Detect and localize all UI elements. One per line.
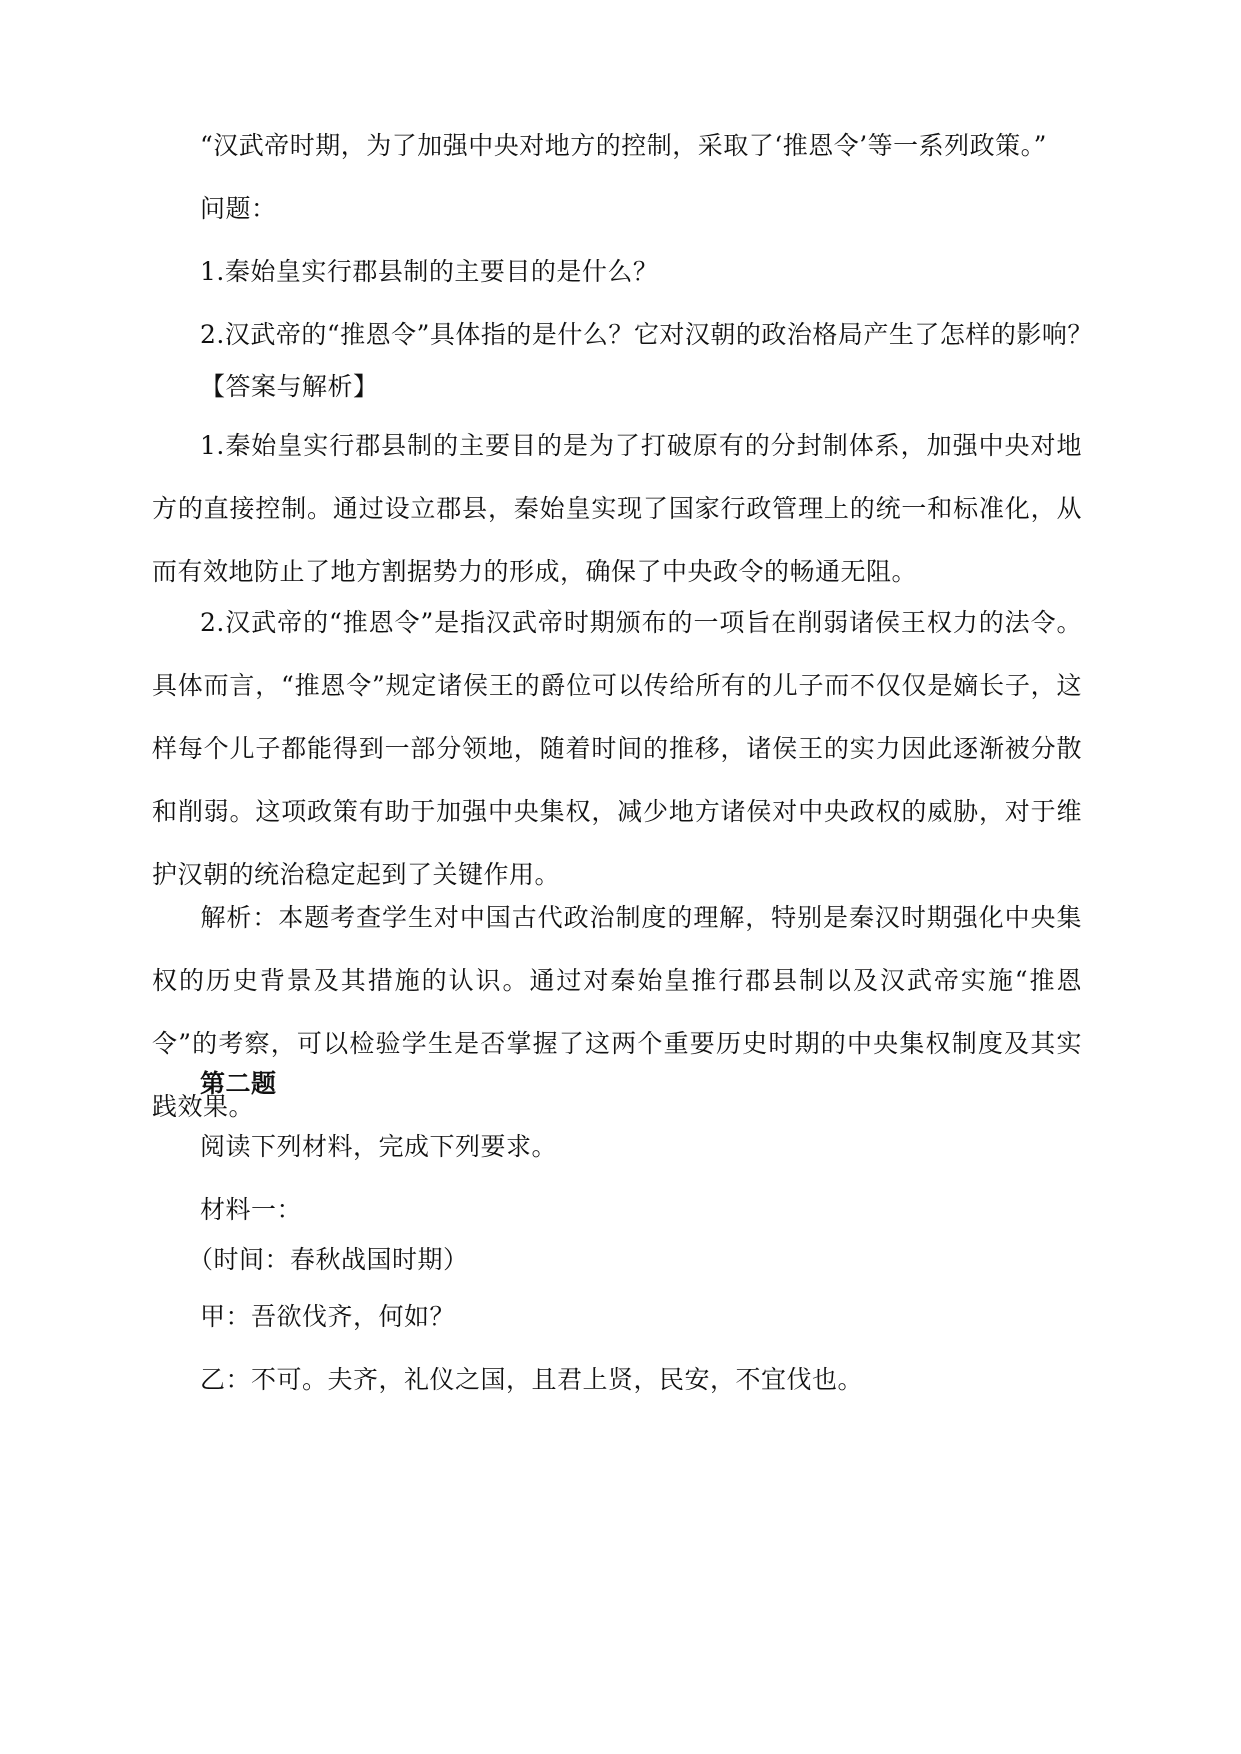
analysis-paragraph: 解析：本题考查学生对中国古代政治制度的理解，特别是秦汉时期强化中央集权的历史背景及其措施的认识。通过对秦始皇推行郡县制以及汉武帝实施“推恩令”的考察，可以检验学生是否掌握了这两个重要历史时期的中央集权制度及其实践效果。 <box>152 903 1082 1121</box>
instruction: 阅读下列材料，完成下列要求。 <box>200 1132 558 1161</box>
answer-1: 1.秦始皇实行郡县制的主要目的是为了打破原有的分封制体系，加强中央对地方的直接控制。通过设立郡县，秦始皇实现了国家行政管理上的统一和标准化，从而有效地防止了地方割据势力的形成，确保了中央政令的畅通无阻。 <box>152 431 1082 586</box>
section-title-2: 第二题 <box>200 1069 277 1098</box>
quote-paragraph: “汉武帝时期，为了加强中央对地方的控制，采取了‘推恩令’等一系列政策。” <box>200 131 1047 160</box>
material-1-label: 材料一： <box>200 1195 303 1224</box>
question-1: 1.秦始皇实行郡县制的主要目的是什么？ <box>200 257 659 286</box>
dialogue-line-b: 乙：不可。夫齐，礼仪之国，且君上贤，民安，不宜伐也。 <box>200 1365 864 1394</box>
dialogue-line-a: 甲：吾欲伐齐，何如？ <box>200 1302 456 1331</box>
time-note: （时间：春秋战国时期） <box>188 1245 469 1274</box>
answer-2: 2.汉武帝的“推恩令”是指汉武帝时期颁布的一项旨在削弱诸侯王权力的法令。具体而言，“推恩令”规定诸侯王的爵位可以传给所有的儿子而不仅仅是嫡长子，这样每个儿子都能得到一部分领地，随着时间的推移，诸侯王的实力因此逐渐被分散和削弱。这项政策有助于加强中央集权，减少地方诸侯对中央政权的威胁，对于维护汉朝的统治稳定起到了关键作用。 <box>152 608 1082 889</box>
question-2: 2.汉武帝的“推恩令”具体指的是什么？它对汉朝的政治格局产生了怎样的影响？ <box>200 320 1093 349</box>
answer-heading: 【答案与解析】 <box>200 372 379 401</box>
questions-heading: 问题： <box>200 194 277 223</box>
